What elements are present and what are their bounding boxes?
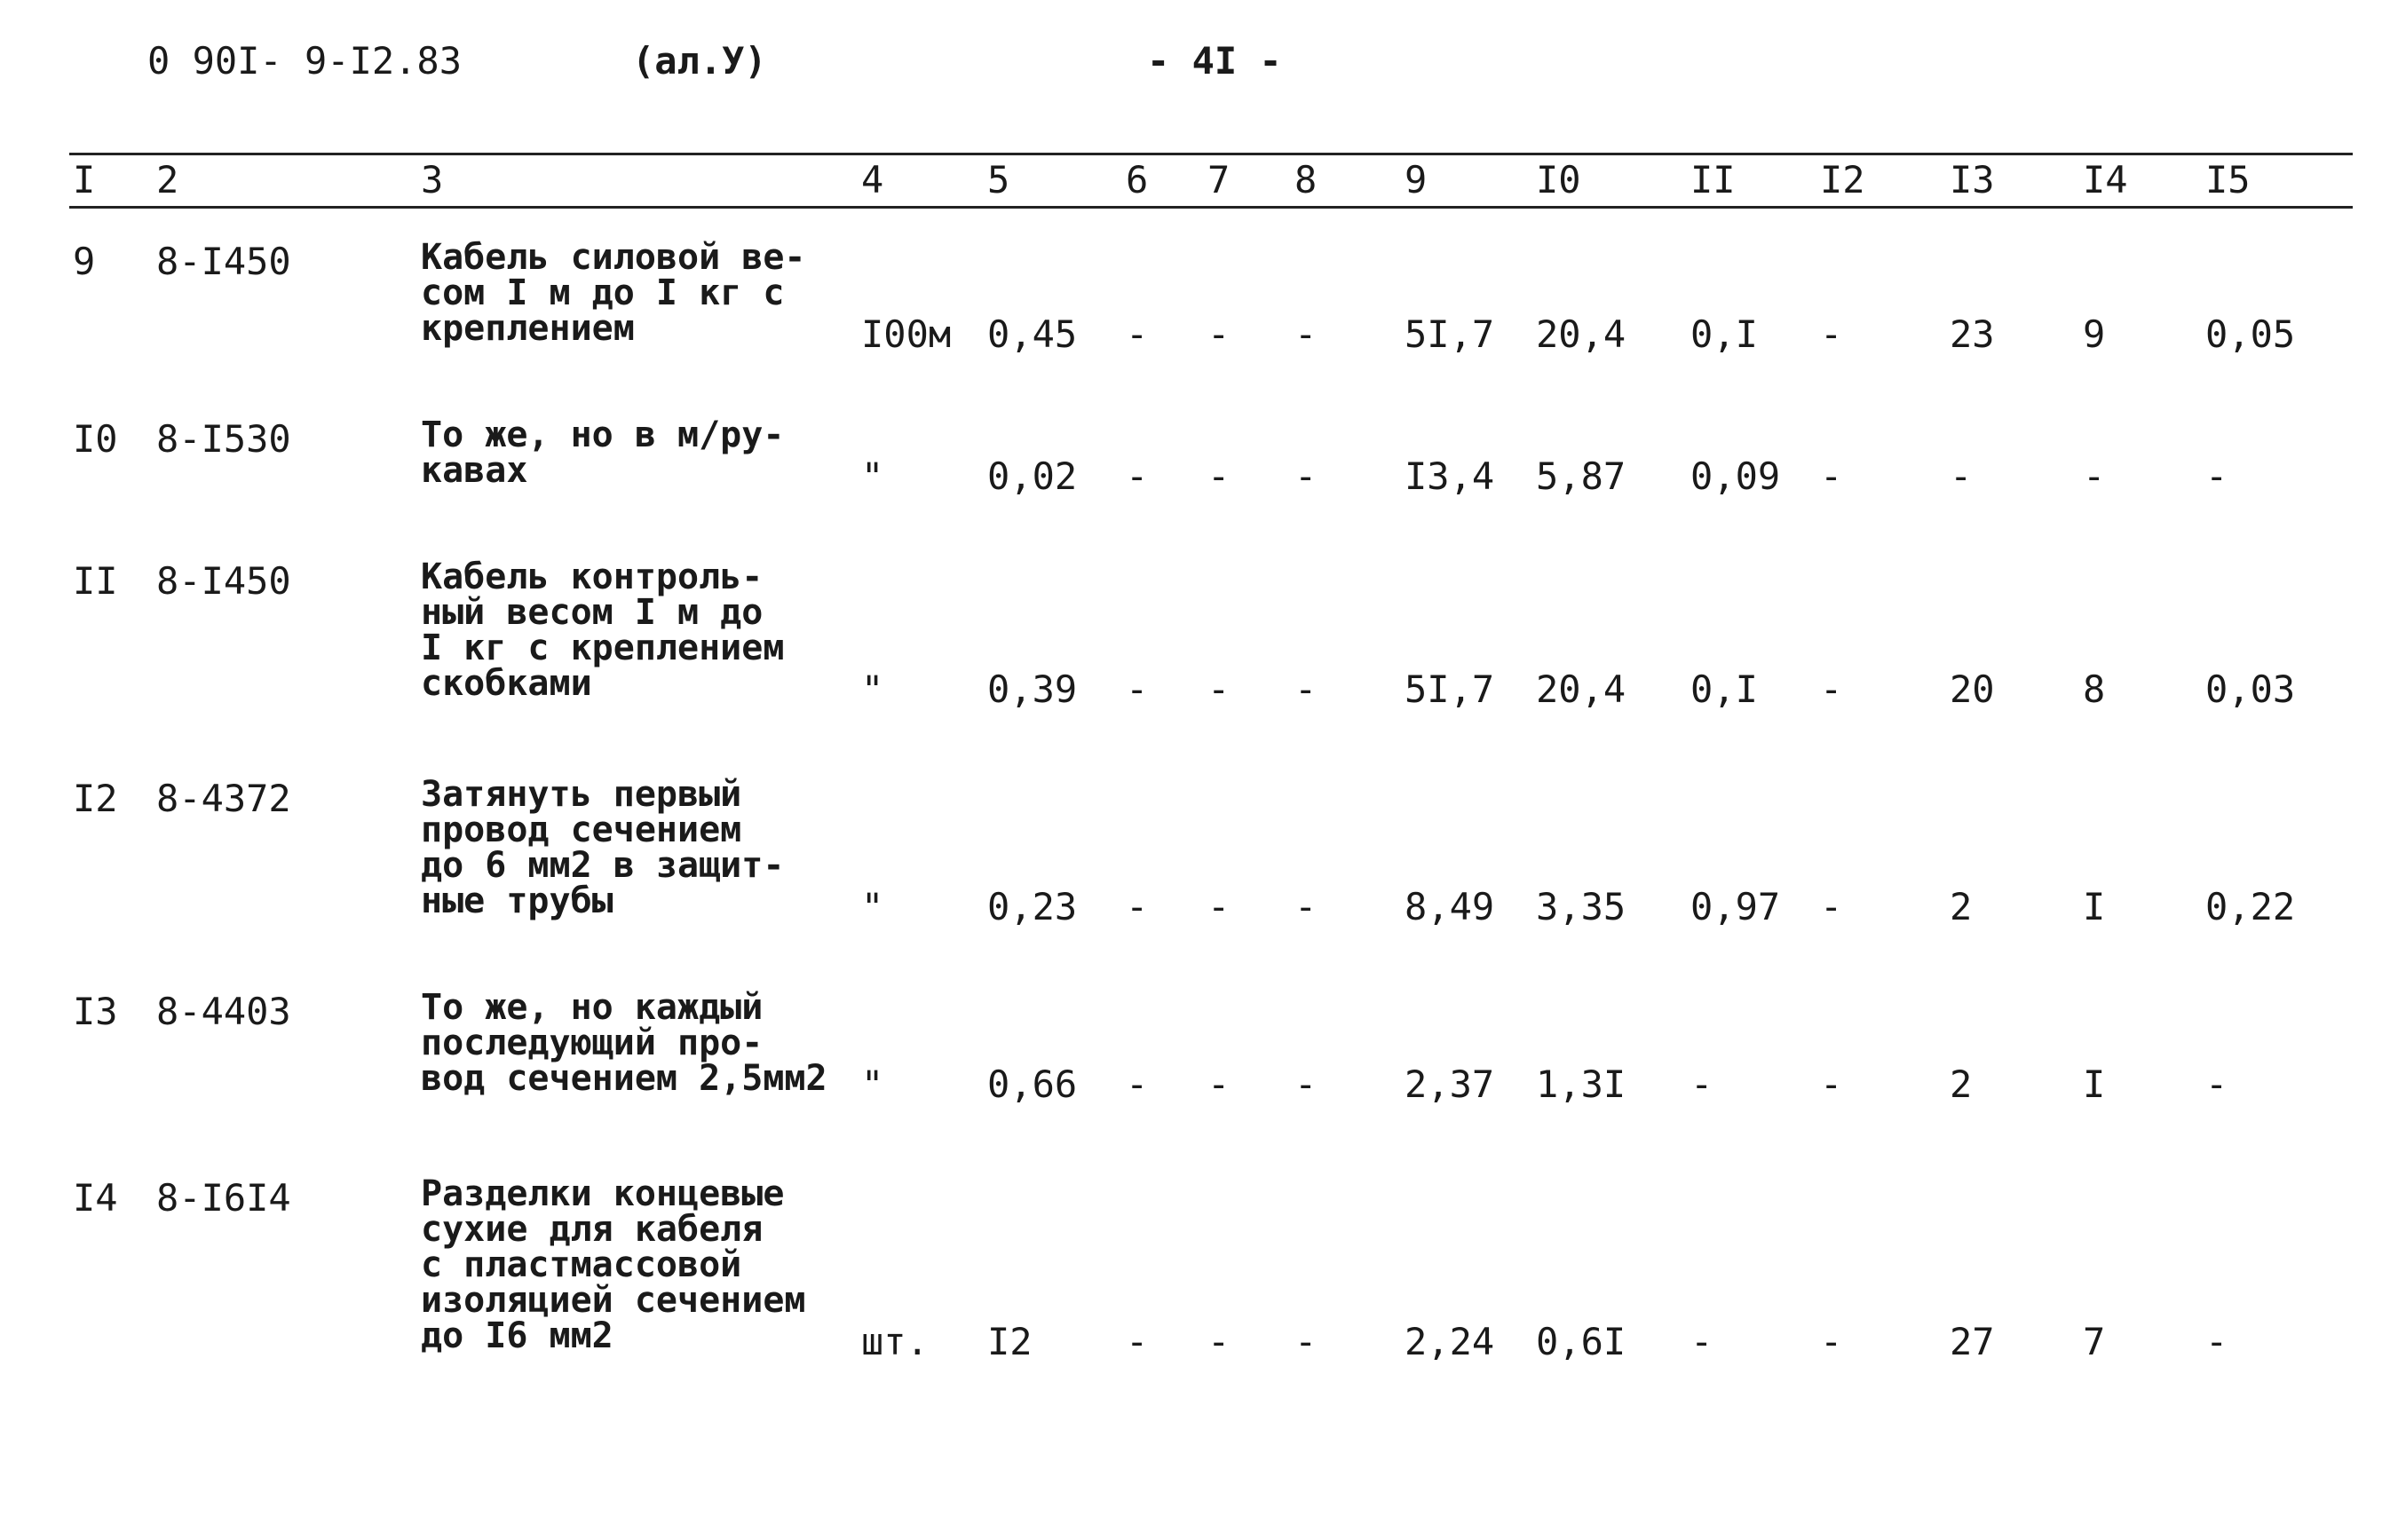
row-value-c13: 2 [1950, 1062, 1973, 1106]
row-value-c11: - [1690, 1320, 1713, 1363]
row-value-c10: 0,6I [1536, 1320, 1626, 1363]
row-value-c5: 0,02 [987, 454, 1078, 498]
row-value-c10: 20,4 [1536, 312, 1626, 356]
row-value-c8: - [1294, 1062, 1318, 1106]
column-header: 4 [861, 158, 884, 201]
row-value-c10: 3,35 [1536, 885, 1626, 928]
column-header: I3 [1950, 158, 1995, 201]
row-value-c10: 1,3I [1536, 1062, 1626, 1106]
row-value-c8: - [1294, 1320, 1318, 1363]
document-code: 0 90I- 9-I2.83 [147, 39, 463, 83]
row-unit: шт. [861, 1320, 929, 1363]
page-number: - 4I - [1147, 39, 1282, 83]
row-value-c7: - [1207, 667, 1231, 711]
row-value-c12: - [1820, 667, 1843, 711]
column-header: 3 [421, 158, 444, 201]
row-value-c6: - [1126, 1062, 1149, 1106]
row-value-c8: - [1294, 312, 1318, 356]
row-value-c7: - [1207, 454, 1231, 498]
row-value-c6: - [1126, 1320, 1149, 1363]
column-header: 7 [1207, 158, 1231, 201]
row-value-c6: - [1126, 667, 1149, 711]
row-value-c5: 0,66 [987, 1062, 1078, 1106]
row-value-c14: I [2083, 1062, 2106, 1106]
row-code: 8-4372 [156, 777, 291, 820]
row-description: Кабель силовой ве- сом I м до I кг с креплением [421, 237, 806, 349]
row-unit: I00м [861, 312, 952, 356]
row-description: То же, но в м/ру- кавах [421, 415, 785, 491]
row-value-c10: 20,4 [1536, 667, 1626, 711]
row-value-c10: 5,87 [1536, 454, 1626, 498]
row-value-c15: - [2205, 1062, 2228, 1106]
row-value-c13: 27 [1950, 1320, 1995, 1363]
row-value-c11: 0,97 [1690, 885, 1781, 928]
row-value-c12: - [1820, 312, 1843, 356]
row-value-c5: I2 [987, 1320, 1033, 1363]
table-top-rule [69, 153, 2353, 155]
row-number: I0 [73, 417, 118, 461]
row-number: I2 [73, 777, 118, 820]
row-value-c6: - [1126, 454, 1149, 498]
row-number: I3 [73, 990, 118, 1033]
column-header: I4 [2083, 158, 2128, 201]
row-value-c13: 2 [1950, 885, 1973, 928]
row-value-c14: - [2083, 454, 2106, 498]
row-value-c7: - [1207, 1320, 1231, 1363]
row-value-c9: 5I,7 [1405, 312, 1495, 356]
row-description: Кабель контроль- ный весом I м до I кг с креплением скобками [421, 557, 785, 704]
row-unit: " [861, 1062, 884, 1106]
row-value-c15: 0,22 [2205, 885, 2296, 928]
row-value-c11: 0,I [1690, 667, 1758, 711]
row-value-c9: 5I,7 [1405, 667, 1495, 711]
row-value-c7: - [1207, 312, 1231, 356]
row-value-c12: - [1820, 885, 1843, 928]
row-value-c15: - [2205, 454, 2228, 498]
row-value-c13: - [1950, 454, 1973, 498]
row-value-c14: I [2083, 885, 2106, 928]
row-code: 8-I6I4 [156, 1176, 291, 1220]
row-value-c14: 8 [2083, 667, 2106, 711]
row-unit: " [861, 454, 884, 498]
row-value-c5: 0,23 [987, 885, 1078, 928]
row-value-c15: 0,05 [2205, 312, 2296, 356]
row-value-c8: - [1294, 667, 1318, 711]
column-header: I0 [1536, 158, 1581, 201]
row-description: Разделки концевые сухие для кабеля с пластмассовой изоляцией сечением до I6 мм2 [421, 1173, 806, 1356]
row-value-c15: - [2205, 1320, 2228, 1363]
row-value-c12: - [1820, 1320, 1843, 1363]
row-value-c13: 20 [1950, 667, 1995, 711]
row-unit: " [861, 885, 884, 928]
row-value-c6: - [1126, 885, 1149, 928]
sheet-label: (ал.У) [632, 39, 767, 83]
row-value-c5: 0,39 [987, 667, 1078, 711]
row-description: То же, но каждый последующий про- вод сечением 2,5мм2 [421, 987, 827, 1099]
row-value-c6: - [1126, 312, 1149, 356]
column-header: I5 [2205, 158, 2251, 201]
row-number: II [73, 559, 118, 603]
row-description: Затянуть первый провод сечением до 6 мм2 в защит- ные трубы [421, 774, 785, 921]
row-code: 8-4403 [156, 990, 291, 1033]
row-number: I4 [73, 1176, 118, 1220]
column-header: 8 [1294, 158, 1318, 201]
row-value-c7: - [1207, 1062, 1231, 1106]
row-value-c5: 0,45 [987, 312, 1078, 356]
row-value-c9: 2,37 [1405, 1062, 1495, 1106]
row-value-c8: - [1294, 885, 1318, 928]
row-code: 8-I530 [156, 417, 291, 461]
row-value-c8: - [1294, 454, 1318, 498]
table-header-rule [69, 206, 2353, 209]
column-header: I [73, 158, 96, 201]
column-header: I2 [1820, 158, 1865, 201]
column-header: 5 [987, 158, 1010, 201]
row-value-c7: - [1207, 885, 1231, 928]
row-value-c14: 7 [2083, 1320, 2106, 1363]
column-header: 9 [1405, 158, 1428, 201]
column-header: 6 [1126, 158, 1149, 201]
row-value-c12: - [1820, 1062, 1843, 1106]
row-value-c11: - [1690, 1062, 1713, 1106]
row-value-c14: 9 [2083, 312, 2106, 356]
row-value-c11: 0,09 [1690, 454, 1781, 498]
row-number: 9 [73, 240, 96, 283]
row-value-c11: 0,I [1690, 312, 1758, 356]
row-value-c12: - [1820, 454, 1843, 498]
row-code: 8-I450 [156, 559, 291, 603]
row-code: 8-I450 [156, 240, 291, 283]
row-unit: " [861, 667, 884, 711]
row-value-c9: 8,49 [1405, 885, 1495, 928]
column-header: 2 [156, 158, 179, 201]
row-value-c9: I3,4 [1405, 454, 1495, 498]
row-value-c15: 0,03 [2205, 667, 2296, 711]
row-value-c9: 2,24 [1405, 1320, 1495, 1363]
column-header: II [1690, 158, 1736, 201]
row-value-c13: 23 [1950, 312, 1995, 356]
